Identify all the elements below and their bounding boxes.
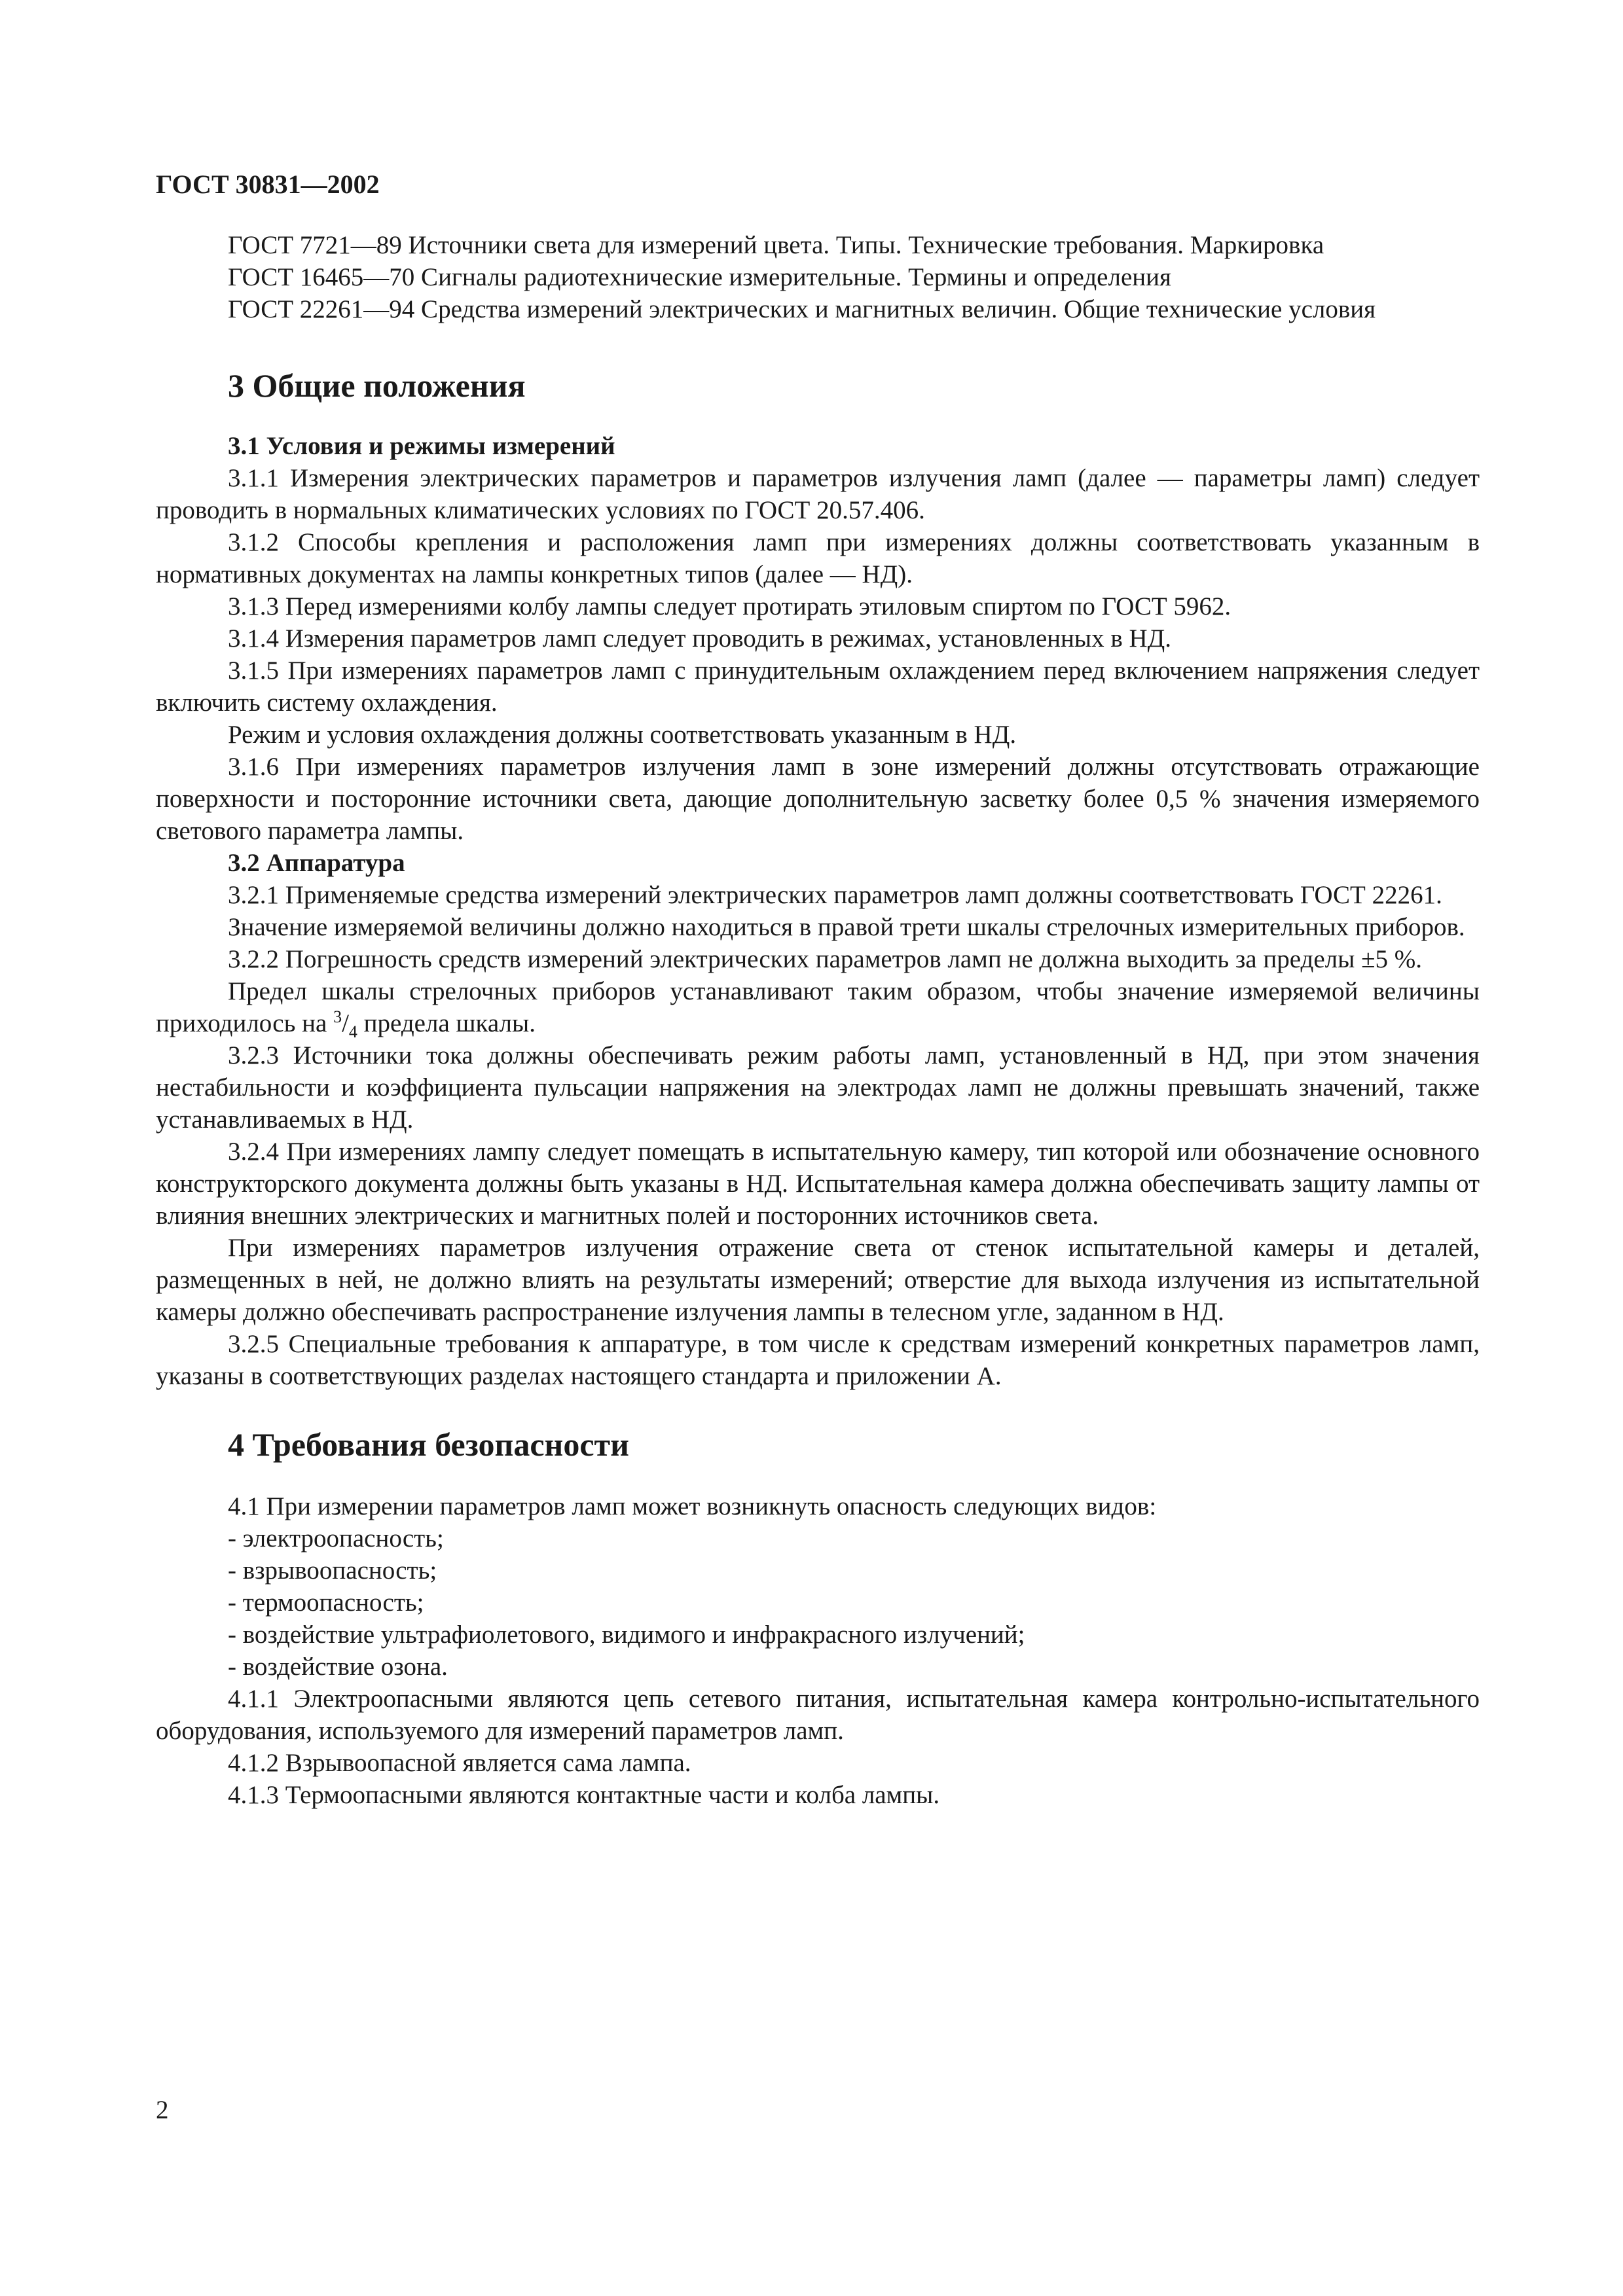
paragraph-3-2-4: 3.2.4 При измерениях лампу следует помещать в испытательную камеру, тип которой или обозначение основного конструкторского документа должны быть указаны в НД. Испытательная камера должна обеспечивать защиту лампы от влияния внешних электрических и магнитных полей и посторонних источников света. — [156, 1138, 1480, 1230]
section-4-title: 4 Требования безопасности — [228, 1426, 629, 1463]
hazard-list-item: - взрывоопасность; — [228, 1556, 437, 1585]
document-header: ГОСТ 30831—2002 — [156, 170, 380, 199]
paragraph-3-2-4-cont: При измерениях параметров излучения отражение света от стенок испытательной камеры и деталей, размещенных в ней, не должно влиять на результаты измерений; отверстие для выхода излучения из испытательной камеры должно обеспечивать распространение излучения лампы в телесном угле, заданном в НД. — [156, 1234, 1480, 1326]
paragraph-3-2-2-cont-text: Предел шкалы стрелочных приборов устанавливают таким образом, чтобы значение измеряемой величины приходилось на — [156, 977, 1480, 1037]
paragraph-3-2-2-cont-end: предела шкалы. — [363, 1009, 536, 1037]
paragraph-3-1-5: 3.1.5 При измерениях параметров ламп с принудительным охлаждением перед включением напряжения следует включить систему охлаждения. — [156, 656, 1480, 717]
paragraph-3-1-2: 3.1.2 Способы крепления и расположения ламп при измерениях должны соответствовать указанным в нормативных документах на лампы конкретных типов (далее — НД). — [156, 528, 1480, 588]
subsection-3-1-title: 3.1 Условия и режимы измерений — [228, 432, 615, 460]
paragraph-3-1-1: 3.1.1 Измерения электрических параметров и параметров излучения ламп (далее — параметры ламп) следует проводить в нормальных климатических условиях по ГОСТ 20.57.406. — [156, 464, 1480, 524]
hazard-list-item: - воздействие озона. — [228, 1653, 448, 1681]
paragraph-3-1-4: 3.1.4 Измерения параметров ламп следует проводить в режимах, установленных в НД. — [228, 624, 1172, 653]
hazard-list-item: - термоопасность; — [228, 1588, 424, 1617]
paragraph-3-2-1-cont: Значение измеряемой величины должно находиться в правой трети шкалы стрелочных измерительных приборов. — [228, 913, 1465, 941]
fraction-denominator: 4 — [348, 1022, 357, 1041]
reference-gost-22261: ГОСТ 22261—94 Средства измерений электрических и магнитных величин. Общие технические условия — [228, 295, 1376, 323]
hazard-list-item: - электроопасность; — [228, 1524, 444, 1552]
reference-gost-16465: ГОСТ 16465—70 Сигналы радиотехнические измерительные. Термины и определения — [228, 263, 1171, 291]
paragraph-4-1-3: 4.1.3 Термоопасными являются контактные части и колба лампы. — [228, 1781, 940, 1809]
paragraph-3-1-3: 3.1.3 Перед измерениями колбу лампы следует протирать этиловым спиртом по ГОСТ 5962. — [228, 592, 1231, 620]
page-number: 2 — [156, 2096, 169, 2124]
paragraph-3-2-5: 3.2.5 Специальные требования к аппаратуре, в том числе к средствам измерений конкретных параметров ламп, указаны в соответствующих разделах настоящего стандарта и приложении А. — [156, 1330, 1480, 1390]
paragraph-3-2-1: 3.2.1 Применяемые средства измерений электрических параметров ламп должны соответствовать ГОСТ 22261. — [228, 881, 1442, 909]
paragraph-3-2-2: 3.2.2 Погрешность средств измерений электрических параметров ламп не должна выходить за пределы ±5 %. — [228, 945, 1422, 973]
paragraph-4-1-2: 4.1.2 Взрывоопасной является сама лампа. — [228, 1749, 691, 1777]
paragraph-4-1: 4.1 При измерении параметров ламп может возникнуть опасность следующих видов: — [228, 1492, 1157, 1520]
subsection-3-2-title: 3.2 Аппаратура — [228, 849, 405, 877]
document-body — [156, 229, 1480, 1811]
paragraph-3-1-6: 3.1.6 При измерениях параметров излучения ламп в зоне измерений должны отсутствовать отражающие поверхности и посторонние источники света, дающие дополнительную засветку более 0,5 % значения измеряемого светового параметра лампы. — [156, 753, 1480, 845]
paragraph-4-1-1: 4.1.1 Электроопасными являются цепь сетевого питания, испытательная камера контрольно-испытательного оборудования, используемого для измерений параметров ламп. — [156, 1685, 1480, 1745]
section-3-title: 3 Общие положения — [228, 367, 526, 404]
paragraph-3-1-5-cont: Режим и условия охлаждения должны соответствовать указанным в НД. — [228, 721, 1017, 749]
paragraph-3-2-2-cont: Предел шкалы стрелочных приборов устанавливают таким образом, чтобы значение измеряемой величины приходилось на $^3/_4$ предела шкалы. — [156, 977, 1480, 1041]
hazard-list-item: - воздействие ультрафиолетового, видимого и инфракрасного излучений; — [228, 1621, 1025, 1649]
paragraph-3-2-3: 3.2.3 Источники тока должны обеспечивать режим работы ламп, установленный в НД, при этом значения нестабильности и коэффициента пульсации напряжения на электродах ламп не должны превышать значений, также устанавливаемых в НД. — [156, 1041, 1480, 1134]
fraction-numerator: 3 — [333, 1007, 342, 1026]
reference-gost-7721: ГОСТ 7721—89 Источники света для измерений цвета. Типы. Технические требования. Маркировка — [228, 231, 1324, 259]
